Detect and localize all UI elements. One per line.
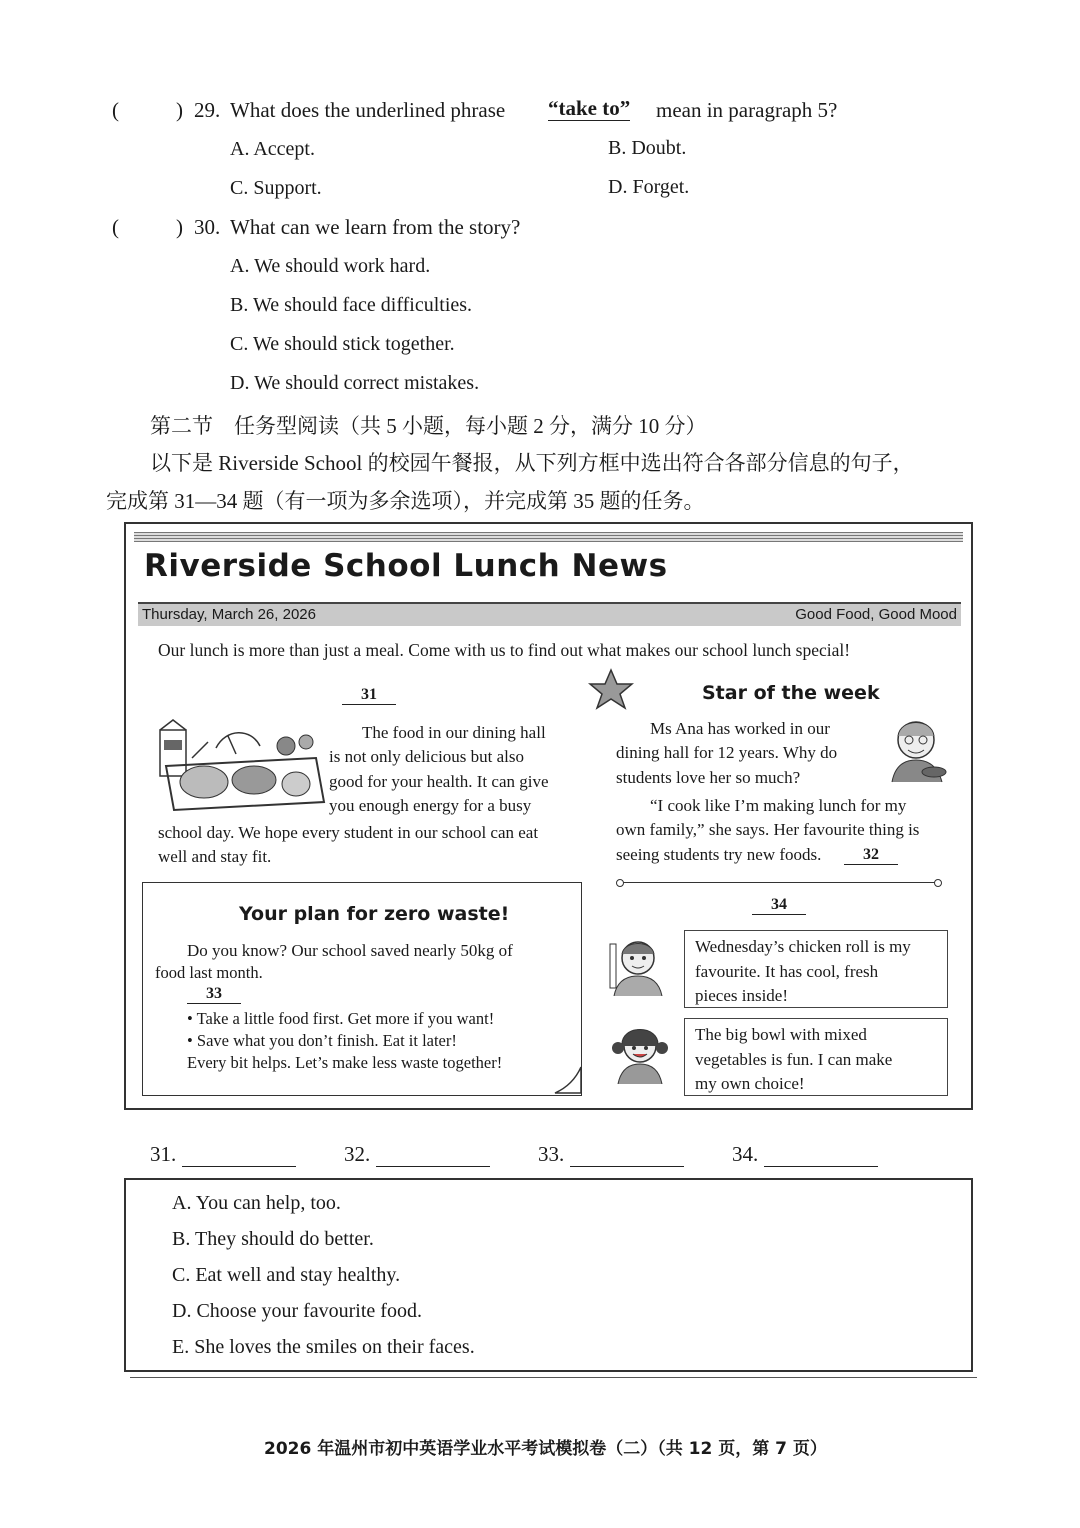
quote-box-1 — [684, 930, 948, 1008]
q29-option-a: A. Accept. — [230, 138, 315, 160]
q29-bracket-open: ( — [112, 98, 119, 122]
quote1-line-3: pieces inside! — [695, 986, 788, 1005]
q30-bracket-close: ) — [176, 215, 183, 239]
waste-line-2: food last month. — [155, 963, 263, 982]
star-line-3: students love her so much? — [616, 768, 801, 787]
section-intro-line2: 完成第 31—34 题（有一项为多余选项），并完成第 35 题的任务。 — [106, 489, 705, 513]
blank-32: 32 — [844, 846, 898, 865]
answer-31-line[interactable] — [182, 1146, 296, 1167]
food-line-3: good for your health. It can give — [329, 772, 549, 791]
divider-dot-right — [934, 879, 942, 887]
q29-phrase: “take to” — [548, 96, 631, 120]
q30-number: 30. — [194, 215, 221, 239]
star-line-6: seeing students try new foods. — [616, 845, 822, 864]
q30-option-b: B. We should face difficulties. — [230, 294, 473, 316]
food-line-1: The food in our dining hall — [362, 723, 546, 742]
star-line-1: Ms Ana has worked in our — [650, 719, 830, 738]
student-boy-icon — [608, 934, 668, 996]
q29-option-c: C. Support. — [230, 177, 322, 199]
waste-heading: Your plan for zero waste! — [239, 903, 510, 925]
q29-option-d: D. Forget. — [608, 176, 690, 198]
choice-e: E. She loves the smiles on their faces. — [172, 1336, 475, 1358]
quote1-line-2: favourite. It has cool, fresh — [695, 961, 879, 981]
newsletter-slogan: Good Food, Good Mood — [795, 606, 957, 623]
waste-line-1: Do you know? Our school saved nearly 50kg of — [187, 941, 513, 960]
page-curl-icon — [553, 1065, 583, 1095]
newsletter-date-bar — [138, 602, 961, 626]
quote2-line-1: The big bowl with mixed — [695, 1025, 867, 1044]
q30-option-d: D. We should correct mistakes. — [230, 372, 480, 394]
divider-dot-left — [616, 879, 624, 887]
quote2-line-2: vegetables is fun. I can make — [695, 1049, 893, 1069]
chef-portrait-icon — [886, 714, 952, 784]
options-box-shadow — [130, 1373, 977, 1378]
waste-bullet-1: • Take a little food first. Get more if you want! — [187, 1009, 495, 1028]
waste-bullet-2: • Save what you don’t finish. Eat it later! — [187, 1031, 457, 1050]
q30-bracket-open: ( — [112, 215, 119, 239]
newsletter-date: Thursday, March 26, 2026 — [142, 606, 316, 623]
q30-option-a: A. We should work hard. — [230, 255, 431, 277]
quote1-line-1: Wednesday’s chicken roll is my — [695, 937, 911, 956]
quote-box-2 — [684, 1018, 948, 1096]
answer-32[interactable] — [344, 1142, 490, 1167]
food-line-6: well and stay fit. — [158, 847, 272, 866]
answer-34-line[interactable] — [764, 1146, 878, 1167]
newsletter-intro: Our lunch is more than just a meal. Come with us to find out what makes our school lunch special! — [158, 640, 851, 660]
star-line-4: “I cook like I’m making lunch for my — [650, 796, 907, 815]
answer-34[interactable] — [732, 1142, 878, 1167]
star-line-5: own family,” she says. Her favourite thing is — [616, 820, 920, 839]
answer-33-label: 33. — [538, 1142, 565, 1166]
choice-b: B. They should do better. — [172, 1228, 374, 1250]
blank-31: 31 — [342, 686, 396, 705]
page-footer: 2026 年温州市初中英语学业水平考试模拟卷（二）（共 12 页，第 7 页） — [264, 1439, 827, 1459]
q30-option-c: C. We should stick together. — [230, 333, 455, 355]
quote2-line-3: my own choice! — [695, 1074, 805, 1093]
q30-stem: What can we learn from the story? — [230, 215, 521, 239]
food-line-2: is not only delicious but also — [329, 747, 525, 766]
answer-33-line[interactable] — [570, 1146, 684, 1167]
q29-stem-after: mean in paragraph 5? — [656, 98, 838, 122]
food-line-5: school day. We hope every student in our school can eat — [158, 823, 539, 842]
section-heading: 第二节 任务型阅读（共 5 小题，每小题 2 分，满分 10 分） — [150, 414, 707, 438]
section-intro-line1: 以下是 Riverside School 的校园午餐报，从下列方框中选出符合各部分信息的句子， — [150, 451, 914, 475]
lunch-newsletter — [124, 522, 973, 1110]
waste-closing: Every bit helps. Let’s make less waste together! — [187, 1053, 503, 1072]
star-icon — [588, 668, 634, 710]
q29-stem-before: What does the underlined phrase — [230, 98, 506, 122]
answer-32-line[interactable] — [376, 1146, 490, 1167]
star-heading: Star of the week — [702, 682, 880, 704]
lunch-tray-icon — [156, 718, 328, 814]
answer-34-label: 34. — [732, 1142, 759, 1166]
zero-waste-box — [142, 882, 582, 1096]
star-line-2: dining hall for 12 years. Why do — [616, 743, 838, 762]
answer-31-label: 31. — [150, 1142, 177, 1166]
answer-33[interactable] — [538, 1142, 684, 1167]
newsletter-top-stripe — [134, 532, 963, 542]
q29-number: 29. — [194, 98, 221, 122]
student-girl-icon — [610, 1020, 670, 1084]
blank-33: 33 — [187, 985, 241, 1004]
choice-c: C. Eat well and stay healthy. — [172, 1264, 401, 1286]
answer-32-label: 32. — [344, 1142, 371, 1166]
choice-d: D. Choose your favourite food. — [172, 1300, 422, 1322]
q29-option-b: B. Doubt. — [608, 137, 687, 159]
answer-31[interactable] — [150, 1142, 296, 1167]
options-box — [124, 1178, 973, 1372]
newsletter-title: Riverside School Lunch News — [144, 548, 668, 584]
divider-line — [620, 882, 938, 883]
q29-bracket-close: ) — [176, 98, 183, 122]
choice-a: A. You can help, too. — [172, 1192, 341, 1214]
blank-34: 34 — [752, 896, 806, 915]
food-line-4: you enough energy for a busy — [329, 796, 532, 815]
